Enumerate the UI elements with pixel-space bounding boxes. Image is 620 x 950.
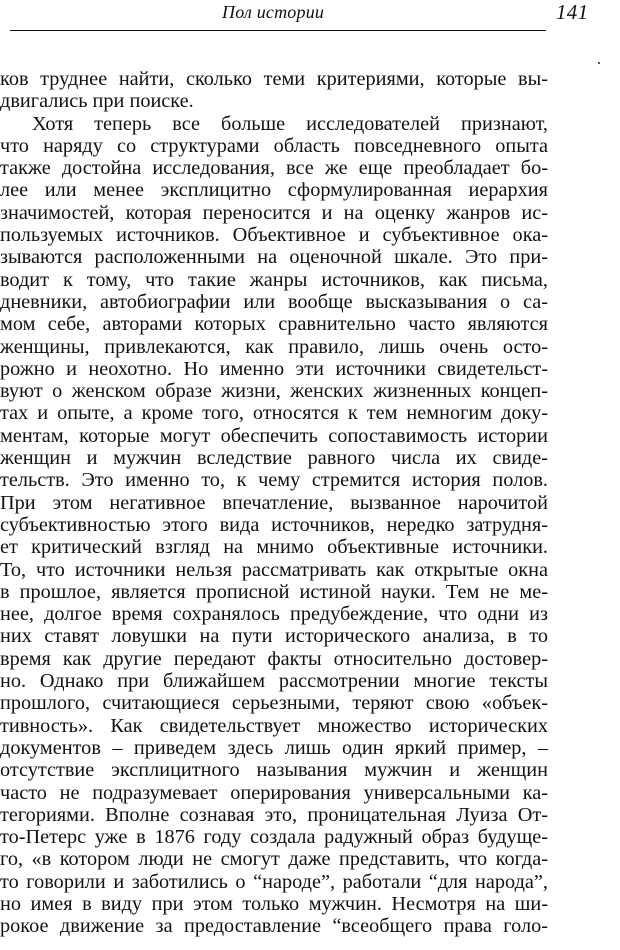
text-line: то говорили и заботились о “народе”, работали “для народа”, bbox=[0, 870, 548, 893]
text-line: женщины, привлекаются, как правило, лишь очень осто- bbox=[0, 335, 548, 358]
text-line: ков труднее найти, сколько теми критериями, которые вы- bbox=[0, 68, 548, 90]
text-line: лее или менее эксплицитно сформулированная иерархия bbox=[0, 179, 548, 202]
text-line: значимостей, которая переносится и на оценку жанров ис- bbox=[0, 201, 548, 224]
text-line: тельств. Это именно то, к чему стремится история полов. bbox=[0, 469, 548, 492]
text-line: женщин и мужчин вследствие равного числа их свиде- bbox=[0, 447, 548, 470]
page-header bbox=[0, 0, 620, 36]
text-line: тегориями. Вполне сознавая это, проницательная Луиза От- bbox=[0, 803, 548, 826]
text-line: тах и опыте, а кроме того, относятся к тем немногим доку- bbox=[0, 402, 548, 425]
text-line: документов – приведем здесь лишь один яркий пример, – bbox=[0, 736, 548, 759]
text-line: часто не подразумевает оперирования универсальными ка- bbox=[0, 781, 548, 804]
text-line: ет критический взгляд на мнимо объективные источники. bbox=[0, 536, 548, 559]
text-line: то-Петерс уже в 1876 году создала радужный образ будуще- bbox=[0, 826, 548, 849]
text-line: зываются расположенными на оценочной шкале. Это при- bbox=[0, 246, 548, 269]
text-line: тивность». Как свидетельствует множество исторических bbox=[0, 714, 548, 737]
text-line: ментам, которые могут обеспечить сопоставимость истории bbox=[0, 424, 548, 447]
text-line: прошлого, считающиеся серьезными, теряют свою «объек- bbox=[0, 692, 548, 715]
text-line: дневники, автобиографии или вообще высказывания о са- bbox=[0, 290, 548, 313]
page-number: 141 bbox=[556, 0, 589, 24]
text-line: вуют о женском образе жизни, женских жизненных концеп- bbox=[0, 380, 548, 403]
text-line: что наряду со структурами область повседневного опыта bbox=[0, 134, 548, 157]
text-line: Хотя теперь все больше исследователей признают, bbox=[32, 112, 548, 135]
text-line: го, «в котором люди не смогут даже представить, что когда- bbox=[0, 848, 548, 871]
header-rule bbox=[10, 30, 546, 31]
text-line: двигались при поиске. bbox=[0, 90, 194, 113]
text-line: пользуемых источников. Объективное и субъективное ока- bbox=[0, 224, 548, 247]
running-title: Пол истории bbox=[222, 2, 325, 22]
text-line: но. Однако при ближайшем рассмотрении многие тексты bbox=[0, 670, 548, 693]
text-line: но имея в виду при этом только мужчин. Несмотря на ши- bbox=[0, 892, 548, 915]
text-line: в прошлое, является прописной истиной науки. Тем не ме- bbox=[0, 580, 548, 603]
text-line: При этом негативное впечатление, вызванное нарочитой bbox=[0, 491, 548, 514]
text-line: мом себе, авторами которых сравнительно часто являются bbox=[0, 313, 548, 336]
text-line: нее, долгое время сохранялось предубеждение, что одни из bbox=[0, 603, 548, 626]
text-line: водит к тому, что такие жанры источников, как письма, bbox=[0, 268, 548, 291]
text-line: отсутствие эксплицитного называния мужчин и женщин bbox=[0, 759, 548, 782]
text-line: субъективностью этого вида источников, нередко затрудня- bbox=[0, 513, 548, 536]
text-line: То, что источники нельзя рассматривать как открытые окна bbox=[0, 558, 548, 581]
text-line: также достойна исследования, все же еще преобладает бо- bbox=[0, 157, 548, 180]
body-text bbox=[0, 68, 548, 938]
text-line: время как другие передают факты относительно достовер- bbox=[0, 647, 548, 670]
text-line: них ставят ловушки на пути исторического анализа, в то bbox=[0, 625, 548, 648]
text-line: рокое движение за предоставление “всеобщего права голо- bbox=[0, 915, 548, 938]
margin-speck bbox=[598, 62, 600, 64]
text-line: рожно и неохотно. Но именно эти источники свидетельст- bbox=[0, 357, 548, 380]
